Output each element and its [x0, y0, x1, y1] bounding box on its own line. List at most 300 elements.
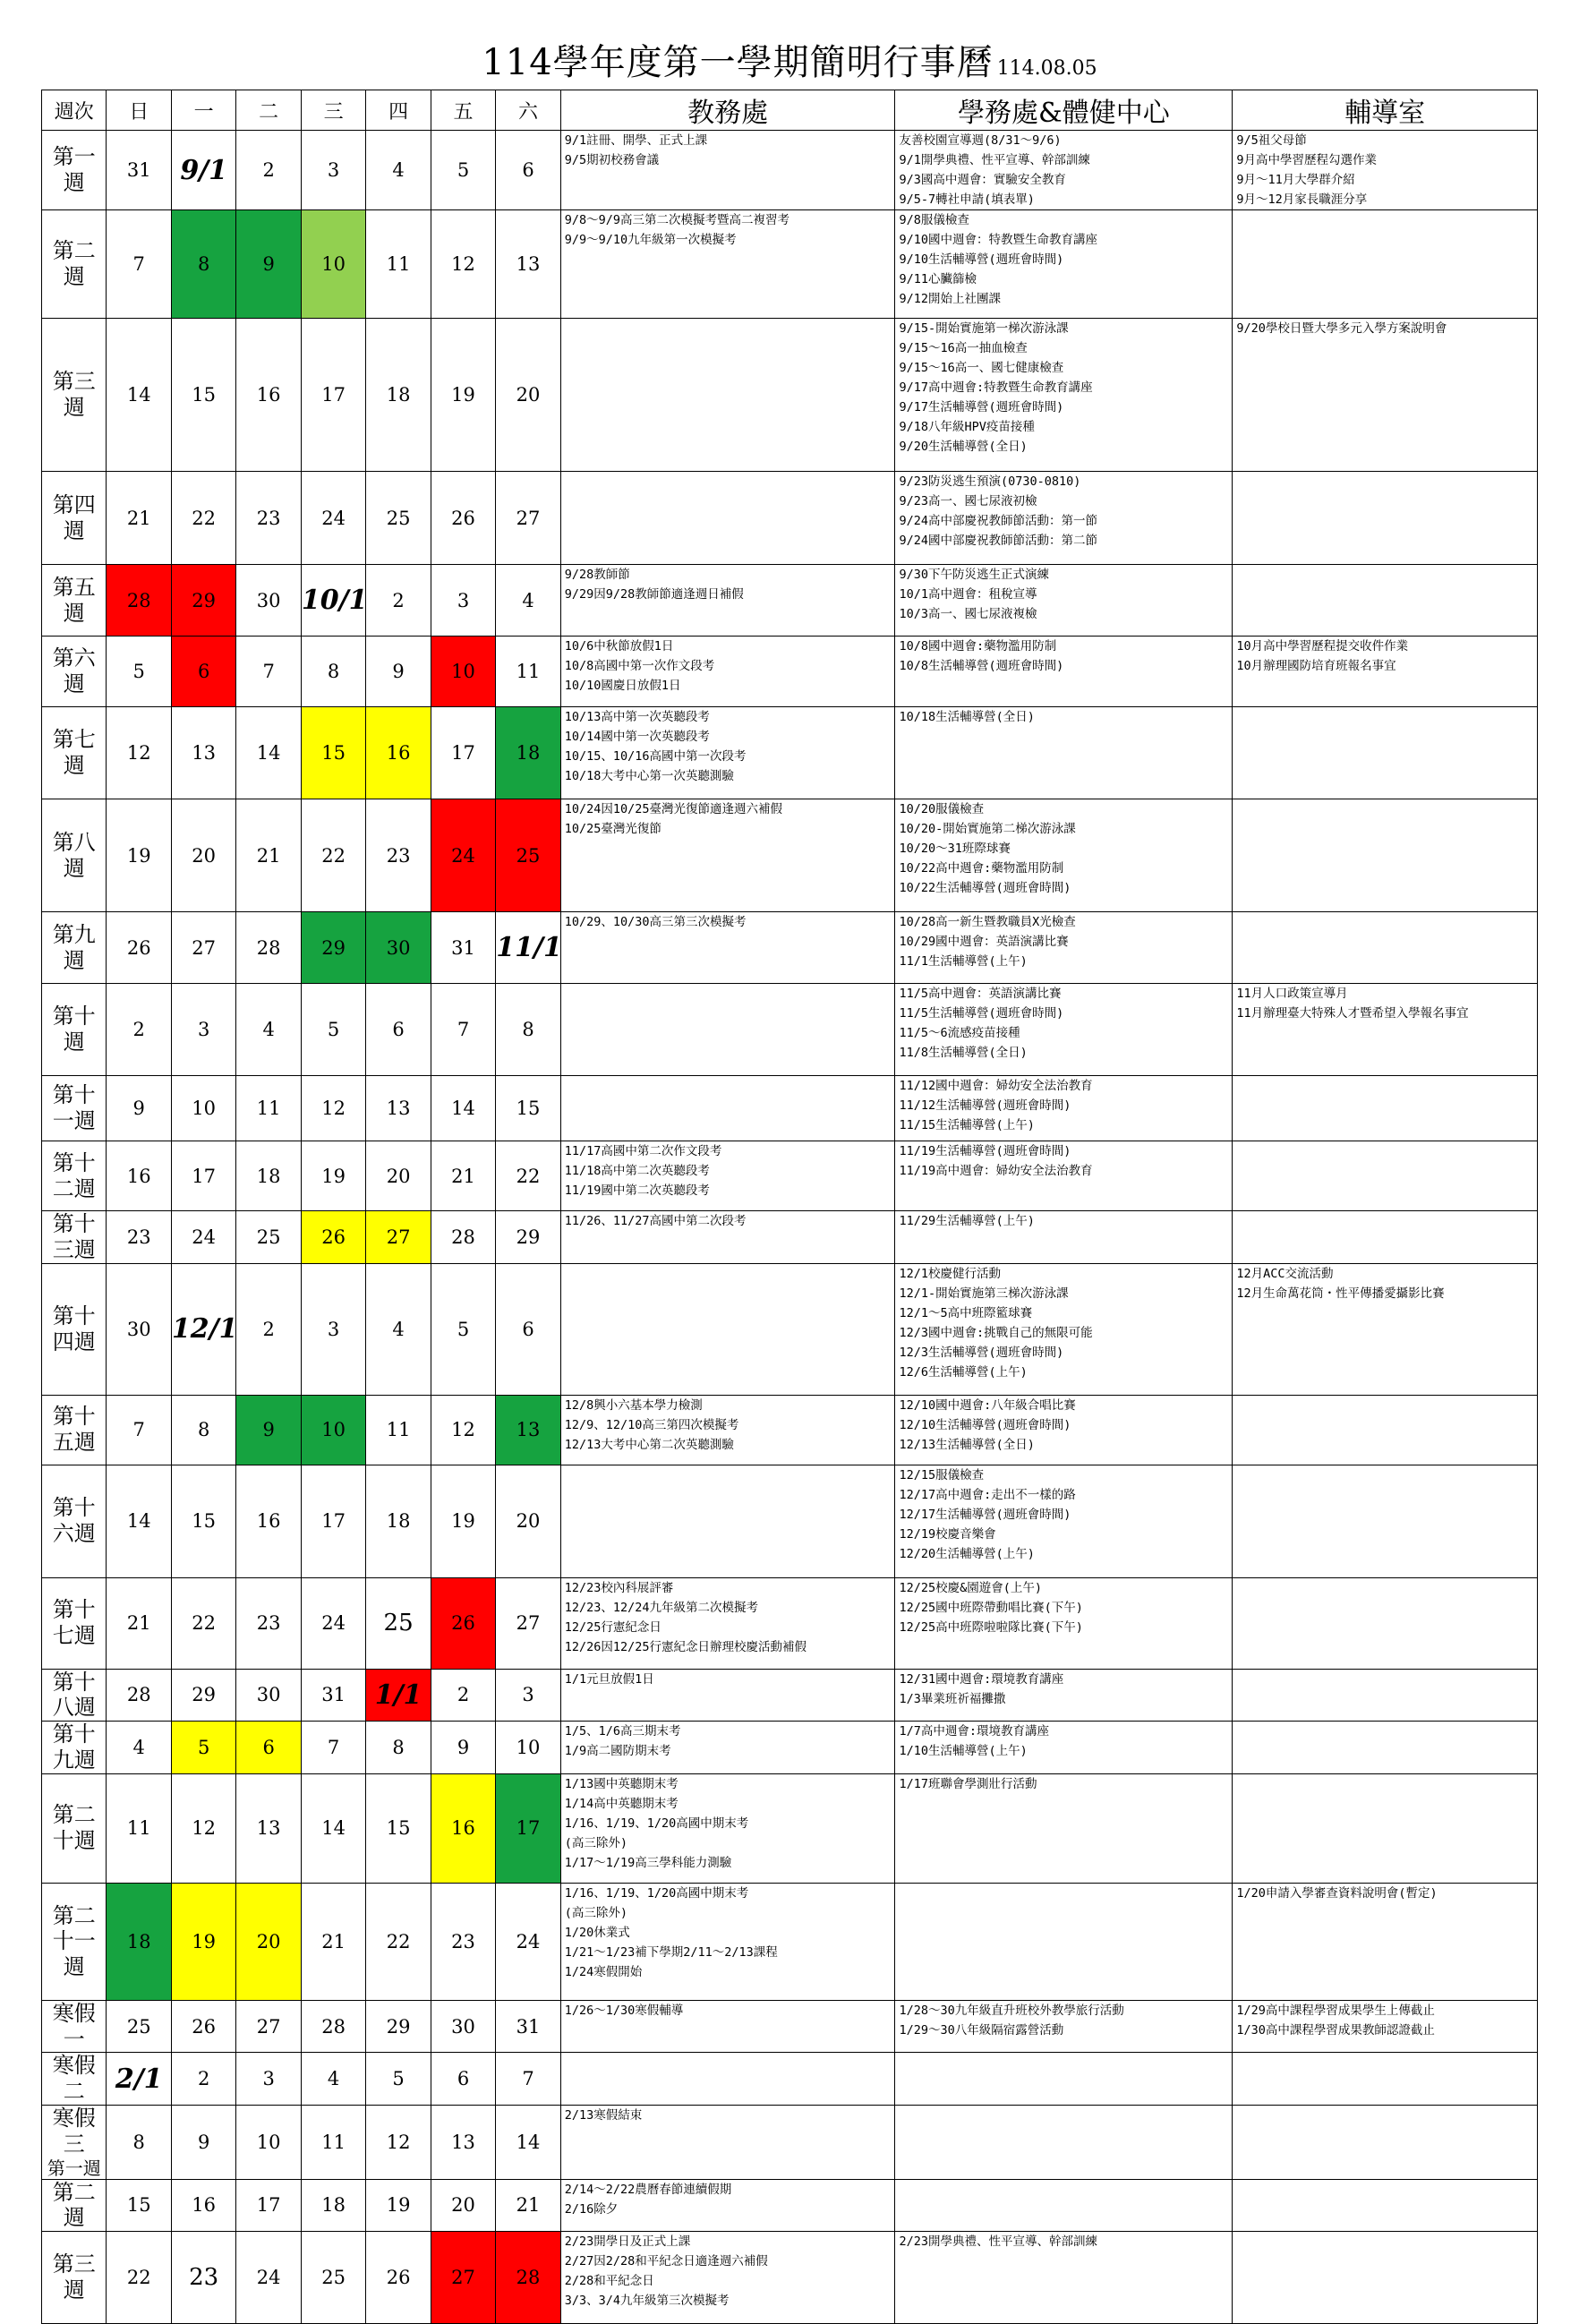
day-cell: 31	[107, 131, 171, 210]
day-cell: 22	[171, 472, 235, 565]
day-cell: 26	[107, 912, 171, 984]
day-cell: 13	[171, 707, 235, 799]
day-cell: 8	[366, 1722, 431, 1774]
day-cell: 9	[366, 637, 431, 707]
week-label	[42, 131, 107, 210]
week-row	[42, 1076, 1538, 1141]
academic-events	[560, 565, 895, 637]
day-cell: 21	[236, 799, 301, 912]
week-label-text: 第三週	[52, 2251, 96, 2303]
event-line: 9/15-開始實施第一梯次游泳課	[899, 321, 1069, 336]
day-cell: 19	[171, 1883, 235, 2000]
day-cell: 2	[236, 1263, 301, 1395]
day-cell: 12	[431, 210, 495, 319]
event-line: 12/10國中週會:八年級合唱比賽	[899, 1397, 1076, 1413]
event-line: 9/5期初校務會議	[564, 153, 660, 167]
week-label-text: 第十七週	[52, 1597, 96, 1649]
event-line: 10/8國中週會:藥物濫用防制	[899, 639, 1057, 654]
page-title: 114學年度第一學期簡明行事曆	[482, 42, 994, 83]
week-label-text: 第三週	[52, 369, 96, 420]
week-label-text: 第十四週	[52, 1303, 96, 1354]
day-cell: 26	[171, 2000, 235, 2053]
student-events	[895, 912, 1233, 984]
day-cell: 11	[107, 1773, 171, 1883]
day-cell: 29	[301, 912, 365, 984]
student-events	[895, 472, 1233, 565]
day-cell: 6	[236, 1722, 301, 1774]
academic-events	[560, 319, 895, 472]
student-events	[895, 984, 1233, 1076]
header-row	[42, 90, 1538, 131]
week-row	[42, 1465, 1538, 1577]
event-line: 1/14高中英聽期末考	[564, 1796, 679, 1811]
event-line: 11月辦理臺大特殊人才暨希望入學報名事宜	[1236, 1006, 1469, 1021]
day-cell: 17	[171, 1141, 235, 1211]
day-cell: 18	[301, 2179, 365, 2232]
week-label	[42, 2232, 107, 2324]
week-row	[42, 2105, 1538, 2179]
day-cell: 5	[366, 2053, 431, 2106]
day-cell: 4	[496, 565, 560, 637]
event-line: 12/25高中班際啦啦隊比賽(下午)	[899, 1619, 1083, 1635]
day-cell: 30	[107, 1263, 171, 1395]
week-label	[42, 1465, 107, 1577]
event-line: 12/1～5高中班際籃球賽	[899, 1305, 1033, 1320]
week-label-text: 第二十週	[52, 1802, 96, 1854]
event-line: 9/15～16高一抽血檢查	[899, 341, 1028, 355]
header-day: 一	[171, 90, 235, 131]
day-cell: 4	[236, 984, 301, 1076]
day-cell: 15	[107, 2179, 171, 2232]
day-cell: 12	[301, 1076, 365, 1141]
event-line: 2/14～2/22農曆春節連續假期	[564, 2182, 732, 2197]
counsel-events	[1233, 472, 1538, 565]
academic-events	[560, 2053, 895, 2106]
header-week: 週次	[42, 90, 107, 131]
week-row	[42, 984, 1538, 1076]
event-line: 11/15生活輔導營(上午)	[899, 1118, 1035, 1132]
day-cell: 10	[236, 2105, 301, 2179]
day-cell: 3	[301, 131, 365, 210]
week-label-text: 第十六週	[52, 1495, 96, 1547]
event-line: 1/29～30八年級隔宿露營活動	[899, 2022, 1064, 2038]
event-line: 9/12開始上社團課	[899, 292, 1001, 306]
student-events	[895, 131, 1233, 210]
day-cell: 8	[171, 1395, 235, 1465]
day-cell: 3	[301, 1263, 365, 1395]
day-cell: 29	[171, 565, 235, 637]
day-cell: 25	[366, 1577, 431, 1669]
week-label	[42, 912, 107, 984]
event-line: 9/17高中週會:特教暨生命教育講座	[899, 380, 1093, 395]
week-label-text: 第十三週	[52, 1211, 96, 1262]
academic-events	[560, 2000, 895, 2053]
week-label-text: 第十週	[52, 1004, 96, 1055]
header-day: 六	[496, 90, 560, 131]
event-line: 12/25校慶&園遊會(上午)	[899, 1580, 1043, 1595]
day-cell: 15	[171, 319, 235, 472]
day-cell: 18	[366, 319, 431, 472]
academic-events	[560, 1669, 895, 1722]
event-line: 3/3、3/4九年級第三次模擬考	[564, 2294, 730, 2309]
header-day: 三	[301, 90, 365, 131]
day-cell: 12/1	[171, 1263, 235, 1395]
event-line: 2/23開學典禮、性平宣導、幹部訓練	[899, 2234, 1097, 2250]
day-cell: 20	[236, 1883, 301, 2000]
event-line: 10/20服儀檢查	[899, 802, 985, 816]
day-cell: 14	[496, 2105, 560, 2179]
counsel-events	[1233, 1076, 1538, 1141]
academic-events	[560, 1395, 895, 1465]
week-label	[42, 799, 107, 912]
day-cell: 7	[431, 984, 495, 1076]
day-cell: 26	[366, 2232, 431, 2324]
event-line: 10月辦理國防培育班報名事宜	[1236, 659, 1396, 673]
event-line: 9/10生活輔導營(週班會時間)	[899, 252, 1064, 267]
day-cell: 19	[431, 319, 495, 472]
event-line: 9/11心臟篩檢	[899, 272, 977, 286]
day-cell: 6	[366, 984, 431, 1076]
event-line: 9/17生活輔導營(週班會時間)	[899, 400, 1064, 414]
event-line: 12/26因12/25行憲紀念日辦理校慶活動補假	[564, 1639, 807, 1654]
day-cell: 25	[236, 1211, 301, 1264]
event-line: 10/29、10/30高三第三次模擬考	[564, 915, 747, 929]
week-label	[42, 1211, 107, 1264]
counsel-events	[1233, 210, 1538, 319]
day-cell: 8	[301, 637, 365, 707]
event-line: 11/8生活輔導營(全日)	[899, 1046, 1028, 1060]
header-academic-affairs: 教務處	[560, 90, 895, 131]
day-cell: 11	[496, 637, 560, 707]
day-cell: 22	[107, 2232, 171, 2324]
day-cell: 13	[496, 210, 560, 319]
event-line: 12/13大考中心第二次英聽測驗	[564, 1437, 734, 1452]
event-line: 9/23防災逃生預演(0730-0810)	[899, 474, 1081, 489]
week-row	[42, 1773, 1538, 1883]
event-line: 9/3國高中週會：實驗安全教育	[899, 173, 1066, 187]
event-line: 10/18生活輔導營(全日)	[899, 710, 1035, 724]
event-line: 10/8生活輔導營(週班會時間)	[899, 659, 1064, 673]
event-line: 12/23、12/24九年級第二次模擬考	[564, 1600, 759, 1615]
event-line: 9/30下午防災逃生正式演練	[899, 568, 1049, 582]
day-cell: 16	[107, 1141, 171, 1211]
event-line: 11/17高國中第二次作文段考	[564, 1144, 722, 1158]
event-line: 11/1生活輔導營(上午)	[899, 954, 1028, 969]
day-cell: 17	[236, 2179, 301, 2232]
academic-events	[560, 1465, 895, 1577]
day-cell: 5	[431, 1263, 495, 1395]
day-cell: 18	[236, 1141, 301, 1211]
event-line: 12/3國中週會:挑戰自己的無限可能	[899, 1325, 1093, 1340]
day-cell: 9/1	[171, 131, 235, 210]
day-cell: 22	[301, 799, 365, 912]
event-line: 9/9～9/10九年級第一次模擬考	[564, 233, 737, 247]
week-row	[42, 1263, 1538, 1395]
event-line: 10/20～31班際球賽	[899, 842, 1011, 856]
event-line: 10/1高中週會：租稅宣導	[899, 587, 1037, 602]
day-cell: 17	[301, 1465, 365, 1577]
student-events	[895, 1141, 1233, 1211]
event-line: 11/19高中週會：婦幼安全法治教育	[899, 1164, 1093, 1178]
academic-events	[560, 984, 895, 1076]
day-cell: 6	[496, 1263, 560, 1395]
student-events	[895, 565, 1233, 637]
day-cell: 23	[171, 2232, 235, 2324]
student-events	[895, 1773, 1233, 1883]
event-line: 2/13寒假結束	[564, 2107, 643, 2123]
day-cell: 13	[366, 1076, 431, 1141]
day-cell: 29	[171, 1669, 235, 1722]
day-cell: 11/1	[496, 912, 560, 984]
day-cell: 2	[107, 984, 171, 1076]
day-cell: 4	[366, 131, 431, 210]
counsel-events	[1233, 1465, 1538, 1577]
day-cell: 26	[431, 1577, 495, 1669]
week-row	[42, 2053, 1538, 2106]
day-cell: 9	[236, 210, 301, 319]
day-cell: 16	[431, 1773, 495, 1883]
event-line: 10/20-開始實施第二梯次游泳課	[899, 822, 1076, 836]
academic-events	[560, 131, 895, 210]
day-cell: 14	[107, 319, 171, 472]
day-cell: 31	[431, 912, 495, 984]
day-cell: 26	[431, 472, 495, 565]
day-cell: 10	[171, 1076, 235, 1141]
week-row	[42, 637, 1538, 707]
event-line: 11/5～6流感疫苗接種	[899, 1026, 1020, 1040]
day-cell: 16	[366, 707, 431, 799]
event-line: 1/17班聯會學測壯行活動	[899, 1776, 1037, 1791]
day-cell: 15	[496, 1076, 560, 1141]
day-cell: 15	[366, 1773, 431, 1883]
day-cell: 19	[301, 1141, 365, 1211]
title-block	[0, 34, 1579, 85]
header-counseling: 輔導室	[1233, 90, 1538, 131]
week-row	[42, 1669, 1538, 1722]
counsel-events	[1233, 2179, 1538, 2232]
student-events	[895, 707, 1233, 799]
event-line: 1/20申請入學審查資料說明會(暫定)	[1236, 1885, 1438, 1901]
student-events	[895, 2179, 1233, 2232]
day-cell: 21	[301, 1883, 365, 2000]
header-student-affairs: 學務處&體健中心	[895, 90, 1233, 131]
day-cell: 16	[236, 319, 301, 472]
day-cell: 6	[171, 637, 235, 707]
event-line: 1/9高二國防期末考	[564, 1744, 671, 1759]
revision-date: 114.08.05	[996, 57, 1097, 80]
day-cell: 17	[431, 707, 495, 799]
counsel-events	[1233, 1773, 1538, 1883]
week-label	[42, 565, 107, 637]
event-line: 11月人口政策宣導月	[1236, 987, 1348, 1001]
day-cell: 2	[366, 565, 431, 637]
day-cell: 28	[431, 1211, 495, 1264]
event-line: 12/25行憲紀念日	[564, 1619, 661, 1635]
academic-events	[560, 1141, 895, 1211]
day-cell: 24	[301, 472, 365, 565]
student-events	[895, 1669, 1233, 1722]
week-row	[42, 1883, 1538, 2000]
day-cell: 13	[236, 1773, 301, 1883]
event-line: 1/29高中課程學習成果學生上傳截止	[1236, 2003, 1435, 2018]
week-label	[42, 707, 107, 799]
week-label-text: 第五週	[52, 574, 96, 626]
day-cell: 19	[431, 1465, 495, 1577]
academic-events	[560, 707, 895, 799]
academic-events	[560, 1577, 895, 1669]
event-line: 1/28～30九年級直升班校外教學旅行活動	[899, 2003, 1124, 2018]
day-cell: 5	[107, 637, 171, 707]
event-line: 12/13生活輔導營(全日)	[899, 1437, 1035, 1452]
week-label	[42, 1669, 107, 1722]
event-line: 12/8興小六基本學力檢測	[564, 1397, 703, 1413]
day-cell: 27	[171, 912, 235, 984]
week-label-text: 第八週	[52, 829, 96, 881]
counsel-events	[1233, 2053, 1538, 2106]
day-cell: 25	[496, 799, 560, 912]
event-line: 1/1元旦放假1日	[564, 1671, 654, 1687]
day-cell: 10	[496, 1722, 560, 1774]
day-cell: 6	[496, 131, 560, 210]
day-cell: 14	[107, 1465, 171, 1577]
day-cell: 14	[301, 1773, 365, 1883]
counsel-events	[1233, 2000, 1538, 2053]
event-line: 1/16、1/19、1/20高國中期末考	[564, 1885, 749, 1901]
day-cell: 12	[107, 707, 171, 799]
student-events	[895, 1465, 1233, 1577]
week-label-text: 第十一週	[52, 1082, 96, 1133]
day-cell: 24	[236, 2232, 301, 2324]
counsel-events	[1233, 319, 1538, 472]
event-line: 1/26～1/30寒假輔導	[564, 2003, 684, 2018]
counsel-events	[1233, 131, 1538, 210]
student-events	[895, 319, 1233, 472]
week-row	[42, 1577, 1538, 1669]
day-cell: 11	[366, 1395, 431, 1465]
event-line: 12/15服儀檢查	[899, 1467, 985, 1482]
week-row	[42, 1395, 1538, 1465]
day-cell: 13	[431, 2105, 495, 2179]
event-line: 10/29國中週會：英語演講比賽	[899, 935, 1069, 949]
day-cell: 21	[496, 2179, 560, 2232]
counsel-events	[1233, 2105, 1538, 2179]
day-cell: 9	[107, 1076, 171, 1141]
week-label	[42, 1883, 107, 2000]
counsel-events	[1233, 1263, 1538, 1395]
counsel-events	[1233, 565, 1538, 637]
event-line: 12/1校慶健行活動	[899, 1266, 1001, 1281]
academic-events	[560, 799, 895, 912]
academic-events	[560, 1773, 895, 1883]
academic-events	[560, 912, 895, 984]
day-cell: 22	[366, 1883, 431, 2000]
week-row	[42, 319, 1538, 472]
event-line: 9/1註冊、開學、正式上課	[564, 133, 708, 148]
event-line: 12/6生活輔導營(上午)	[899, 1364, 1028, 1380]
event-line: 11/19國中第二次英聽段考	[564, 1183, 710, 1198]
day-cell: 7	[107, 1395, 171, 1465]
event-line: 9/5-7轉社申請(填表單)	[899, 192, 1035, 207]
event-line: 12/31國中週會:環境教育講座	[899, 1671, 1064, 1687]
event-line: 9月～12月家長職涯分享	[1236, 192, 1368, 207]
day-cell: 18	[107, 1883, 171, 2000]
event-line: 12月生命萬花筒・性平傳播愛攝影比賽	[1236, 1286, 1445, 1301]
day-cell: 31	[496, 2000, 560, 2053]
week-label	[42, 1722, 107, 1774]
day-cell: 10	[301, 210, 365, 319]
event-line: 1/17～1/19高三學科能力測驗	[564, 1855, 732, 1870]
event-line: 12月ACC交流活動	[1236, 1266, 1334, 1281]
event-line: 12/10生活輔導營(週班會時間)	[899, 1417, 1071, 1432]
day-cell: 28	[107, 1669, 171, 1722]
day-cell: 23	[236, 472, 301, 565]
day-cell: 10	[301, 1395, 365, 1465]
event-line: 1/30高中課程學習成果教師認證截止	[1236, 2022, 1435, 2038]
week-label-text: 第二十一週	[52, 1902, 96, 1980]
day-cell: 15	[301, 707, 365, 799]
event-line: 12/23校內科展評審	[564, 1580, 674, 1595]
day-cell: 12	[171, 1773, 235, 1883]
event-line: 12/20生活輔導營(上午)	[899, 1546, 1035, 1561]
week-label-text: 第十五週	[52, 1404, 96, 1456]
week-row	[42, 799, 1538, 912]
day-cell: 8	[171, 210, 235, 319]
week-label	[42, 2105, 107, 2179]
day-cell: 29	[496, 1211, 560, 1264]
event-line: 9/28教師節	[564, 568, 630, 582]
academic-events	[560, 1211, 895, 1264]
week-label	[42, 2053, 107, 2106]
event-line: 1/24寒假開始	[564, 1964, 643, 1979]
event-line: 9/18八年級HPV疫苗接種	[899, 420, 1035, 434]
week-row	[42, 707, 1538, 799]
day-cell: 10	[431, 637, 495, 707]
student-events	[895, 1263, 1233, 1395]
event-line: 10/15、10/16高國中第一次段考	[564, 749, 747, 764]
day-cell: 7	[496, 2053, 560, 2106]
day-cell: 27	[496, 1577, 560, 1669]
day-cell: 5	[171, 1722, 235, 1774]
day-cell: 30	[236, 1669, 301, 1722]
day-cell: 21	[431, 1141, 495, 1211]
day-cell: 5	[301, 984, 365, 1076]
day-cell: 28	[496, 2232, 560, 2324]
week-row	[42, 472, 1538, 565]
event-line: (高三除外)	[564, 1835, 628, 1850]
week-label	[42, 2179, 107, 2232]
event-line: 10月高中學習歷程提交收件作業	[1236, 639, 1409, 654]
day-cell: 16	[236, 1465, 301, 1577]
event-line: 2/28和平紀念日	[564, 2274, 654, 2289]
day-cell: 28	[301, 2000, 365, 2053]
day-cell: 17	[301, 319, 365, 472]
header-day: 二	[236, 90, 301, 131]
day-cell: 8	[496, 984, 560, 1076]
day-cell: 20	[496, 319, 560, 472]
week-label-text: 第七週	[52, 727, 96, 778]
day-cell: 23	[236, 1577, 301, 1669]
day-cell: 9	[431, 1722, 495, 1774]
day-cell: 9	[171, 2105, 235, 2179]
event-line: 10/10國慶日放假1日	[564, 679, 681, 693]
event-line: 11/29生活輔導營(上午)	[899, 1214, 1035, 1228]
header-day: 四	[366, 90, 431, 131]
calendar-table	[41, 90, 1538, 2324]
day-cell: 25	[366, 472, 431, 565]
day-cell: 14	[236, 707, 301, 799]
week-label-text: 寒假三	[52, 2105, 96, 2157]
header-day: 五	[431, 90, 495, 131]
